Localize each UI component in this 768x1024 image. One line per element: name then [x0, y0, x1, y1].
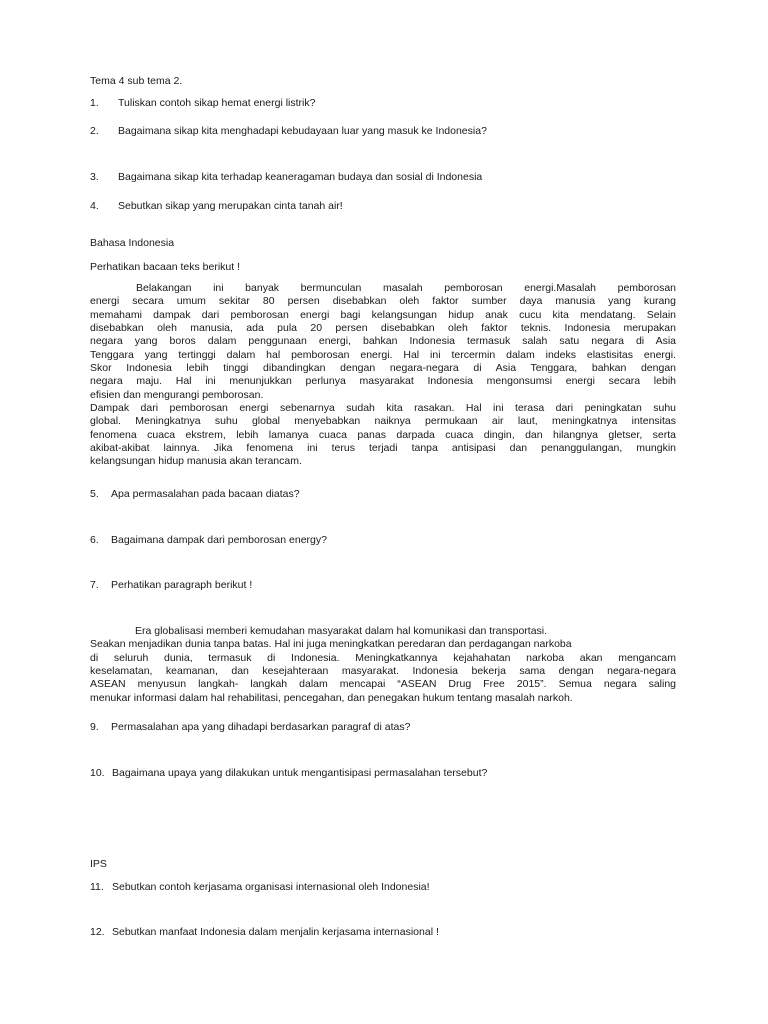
question-3	[90, 171, 482, 184]
question-7	[90, 579, 252, 592]
section-heading-bahasa: Bahasa Indonesia	[90, 237, 175, 249]
question-number: 4.	[90, 200, 99, 212]
passage-line: negara yang boros dalam penggunaan energi, bahkan Indonesia termasuk salah satu negara di Asia	[90, 335, 676, 348]
passage-line: akibat-akibat lainnya. Jika fenomena ini terus terjadi tanpa antisipasi dan penanggulangan, mungkin	[90, 442, 676, 455]
question-number: 10.	[90, 767, 105, 779]
passage-line: Dampak dari pemborosan energi sebenarnya sudah kita rasakan. Hal ini terasa dari peningkatan suhu	[90, 402, 676, 415]
question-text: Sebutkan sikap yang merupakan cinta tanah air!	[118, 200, 343, 212]
passage-line: di seluruh dunia, termasuk di Indonesia. Meningkatkannya kejahahatan narkoba akan mengancam	[90, 651, 676, 664]
question-number: 11.	[90, 881, 104, 893]
question-text: Sebutkan manfaat Indonesia dalam menjalin kerjasama internasional !	[112, 926, 439, 938]
passage-line: memahami dampak dari pemborosan energi bagi kelangsungan hidup anak cucu kita mendatang. Selain	[90, 308, 676, 321]
question-number: 5.	[90, 488, 99, 500]
passage-line: ASEAN menyusun langkah- langkah dalam mencapai “ASEAN Drug Free 2015”. Semua negara saling	[90, 678, 676, 691]
question-number: 2.	[90, 125, 99, 137]
question-6	[90, 534, 327, 547]
question-text: Bagaimana upaya yang dilakukan untuk mengantisipasi permasalahan tersebut?	[112, 767, 488, 779]
passage-line: keselamatan, keamanan, dan kesejahteraan masyarakat. Indonesia bekerja sama dengan negara-negara	[90, 665, 676, 678]
passage-line: efisien dan mengurangi pemborosan.	[90, 388, 264, 401]
passage-line: Seakan menjadikan dunia tanpa batas. Hal ini juga meningkatkan peredaran dan perdagangan narkoba	[90, 638, 572, 651]
question-5	[90, 488, 300, 501]
passage-line: menukar informasi dalam hal rehabilitasi, pencegahan, dan penegakan hukum tentang masalah narkoh.	[90, 691, 573, 704]
question-text: Bagaimana sikap kita terhadap keaneragaman budaya dan sosial di Indonesia	[118, 171, 483, 183]
question-4	[90, 200, 343, 213]
passage-line: disebabkan oleh manusia, ada pula 20 persen disebabkan oleh faktor teknis. Indonesia merupakan	[90, 322, 676, 335]
section-heading-ips: IPS	[90, 858, 107, 870]
passage-line: negara maju. Hal ini menunjukkan perlunya masyarakat Indonesia mengonsumsi energi secara lebih	[90, 375, 676, 388]
question-number: 6.	[90, 534, 99, 546]
reading-passage-2	[90, 625, 676, 705]
question-2	[90, 125, 487, 138]
question-12	[90, 926, 439, 939]
question-text: Bagaimana dampak dari pemborosan energy?	[111, 534, 327, 546]
question-text: Perhatikan paragraph berikut !	[111, 579, 253, 591]
passage-line: Era globalisasi memberi kemudahan masyarakat dalam hal komunikasi dan transportasi.	[135, 625, 548, 637]
passage-line: Tenggara yang tertinggi dalam hal pemborosan energi. Hal ini tercermin dalam indeks elastisitas energi.	[90, 348, 676, 361]
passage-line: Skor Indonesia lebih tinggi dibandingkan dengan negara-negara di Asia Tenggara, bahkan dengan	[90, 362, 676, 375]
question-number: 1.	[90, 97, 99, 109]
question-10	[90, 767, 487, 780]
question-9	[90, 721, 410, 734]
passage-line: energi secara umum sekitar 80 persen disebabkan oleh faktor sumber daya manusia yang kurang	[90, 295, 676, 308]
question-text: Tuliskan contoh sikap hemat energi listrik?	[118, 97, 316, 109]
passage-line: global. Meningkatnya suhu global menyebabkan naiknya permukaan air laut, meningkatnya intensitas	[90, 415, 676, 428]
question-number: 12.	[90, 926, 105, 938]
question-number: 9.	[90, 721, 99, 733]
question-number: 7.	[90, 579, 99, 591]
passage-line: Belakangan ini banyak bermunculan masalah pemborosan energi.Masalah pemborosan	[136, 282, 676, 294]
question-number: 3.	[90, 171, 99, 183]
question-1	[90, 97, 315, 110]
question-text: Apa permasalahan pada bacaan diatas?	[111, 488, 300, 500]
question-text: Sebutkan contoh kerjasama organisasi internasional oleh Indonesia!	[112, 881, 430, 893]
reading-instruction: Perhatikan bacaan teks berikut !	[90, 261, 241, 273]
question-text: Permasalahan apa yang dihadapi berdasarkan paragraf di atas?	[111, 721, 411, 733]
reading-passage-1	[90, 282, 676, 469]
passage-line: kelangsungan hidup manusia akan terancam.	[90, 455, 302, 468]
passage-line: fenomena cuaca ekstrem, lebih lamanya cuaca panas darpada cuaca dingin, dan hilangnya gletser, serta	[90, 428, 676, 441]
question-11	[90, 881, 430, 894]
question-text: Bagaimana sikap kita menghadapi kebudayaan luar yang masuk ke Indonesia?	[118, 125, 487, 137]
document-title: Tema 4 sub tema 2.	[90, 75, 183, 87]
